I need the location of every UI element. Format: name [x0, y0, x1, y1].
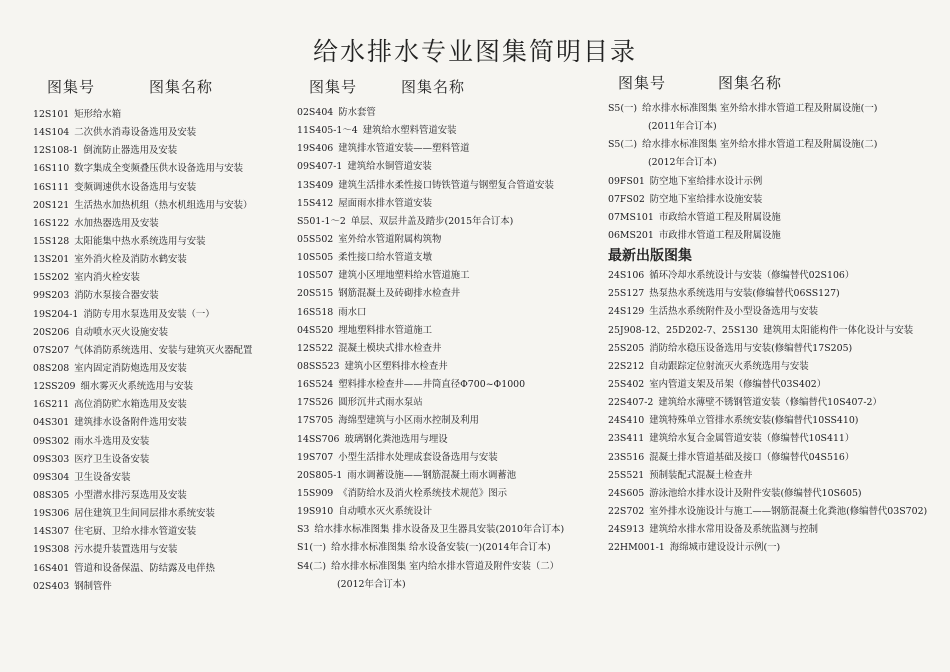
- catalog-name: 住宅厨、卫给水排水管道安装: [74, 526, 197, 538]
- catalog-code: 19S308: [33, 544, 70, 556]
- catalog-name: 变频调速供水设备选用与安装: [74, 181, 197, 193]
- catalog-code: 19S204-1: [33, 308, 79, 320]
- catalog-code: 20S121: [33, 199, 70, 211]
- catalog-code: 09S407-1: [297, 161, 343, 173]
- catalog-name: 海绵型建筑与小区雨水控制及利用: [338, 415, 479, 427]
- list-item: [608, 394, 938, 412]
- catalog-name: 细水雾灭火系统选用与安装: [80, 381, 194, 393]
- list-item: [297, 340, 607, 358]
- list-item: [33, 124, 298, 142]
- catalog-column-2: [297, 76, 607, 594]
- column-header: [608, 72, 938, 92]
- catalog-code: 16S518: [297, 306, 334, 318]
- catalog-code: 08SS523: [297, 360, 340, 372]
- list-item: [33, 342, 298, 360]
- catalog-name: 钢制管件: [74, 580, 112, 592]
- list-item: [33, 523, 298, 541]
- catalog-code: 25S521: [608, 469, 645, 481]
- list-item: [608, 467, 938, 485]
- catalog-code: 02S404: [297, 107, 334, 118]
- catalog-name: 给水排水标准图集 给水设备安装(一)(2014年合订本): [331, 542, 551, 554]
- catalog-name: 雨水调蓄设施——钢筋混凝土雨水调蓄池: [347, 469, 517, 481]
- catalog-code: 19S406: [297, 143, 334, 155]
- list-item: [297, 485, 607, 503]
- catalog-code: 09FS01: [608, 175, 645, 187]
- catalog-code: 15S128: [33, 235, 70, 247]
- list-item: [297, 358, 607, 376]
- list-item: [33, 233, 298, 251]
- catalog-name: 防空地下室给排水设施安装: [649, 193, 763, 205]
- catalog-code: 12SS209: [33, 381, 76, 393]
- catalog-name: 防水套管: [338, 107, 376, 118]
- list-item: [608, 191, 938, 209]
- list-item: [297, 249, 607, 267]
- catalog-name: 建筑特殊单立管排水系统安装(修编替代10SS410): [649, 415, 859, 427]
- catalog-code: 19S910: [297, 506, 334, 518]
- catalog-code: 11S405-1～4: [297, 125, 358, 137]
- catalog-code: 12S101: [33, 109, 70, 120]
- column-header: [297, 76, 607, 96]
- list-item: [608, 100, 938, 136]
- list-item: [608, 322, 938, 340]
- catalog-code: 14SS706: [297, 433, 340, 445]
- list-item: [608, 430, 938, 448]
- catalog-name-continued: (2012年合订本): [648, 157, 717, 169]
- list-item: [297, 449, 607, 467]
- catalog-name: 矩形给水箱: [74, 109, 122, 120]
- list-item: [608, 285, 938, 303]
- list-item: [33, 378, 298, 396]
- catalog-code: 20S805-1: [297, 469, 343, 481]
- catalog-name: 数字集成全变频叠压供水设备选用与安装: [74, 163, 244, 175]
- list-item: [33, 106, 298, 124]
- list-item: [297, 539, 607, 557]
- catalog-code: 16S111: [33, 181, 70, 193]
- catalog-name: 高位消防贮水箱选用及安装: [74, 399, 187, 411]
- catalog-name: 建筑给水塑料管道安装: [362, 125, 457, 137]
- catalog-name: 塑料排水检查井——井筒直径Φ700~Φ1000: [338, 379, 526, 391]
- list-item: [608, 485, 938, 503]
- catalog-code: 05S502: [297, 233, 334, 245]
- catalog-name: 市政给水管道工程及附属设施: [658, 211, 781, 223]
- list-item: [608, 303, 938, 321]
- list-item: [608, 376, 938, 394]
- list-item: [297, 558, 607, 594]
- catalog-code: S5(二): [608, 139, 638, 151]
- catalog-name: 气体消防系统选用、安装与建筑灭火器配置: [74, 344, 253, 356]
- list-item: [33, 142, 298, 160]
- catalog-code: 04S520: [297, 324, 334, 336]
- catalog-name: 消防专用水泵选用及安装（一）: [83, 308, 215, 320]
- list-item: [33, 505, 298, 523]
- list-item: [33, 179, 298, 197]
- catalog-name: 建筑给水复合金属管道安装（修编替代10S411）: [649, 433, 855, 445]
- catalog-code: 15S202: [33, 272, 70, 284]
- list-item: [33, 287, 298, 305]
- catalog-code: 06MS201: [608, 230, 654, 242]
- catalog-name: 雨水口: [338, 306, 367, 318]
- list-item: [33, 433, 298, 451]
- list-item: [297, 304, 607, 322]
- catalog-code: 20S515: [297, 288, 334, 300]
- catalog-code: S3: [297, 524, 310, 536]
- catalog-code: 22HM001-1: [608, 542, 665, 554]
- catalog-name: 室内消火栓安装: [74, 272, 140, 284]
- list-item: [608, 340, 938, 358]
- list-item: [297, 122, 607, 140]
- catalog-code: 16S401: [33, 562, 70, 574]
- catalog-name: 消防水泵接合器安装: [74, 290, 159, 302]
- catalog-name: 建筑给水铜管道安装: [347, 161, 432, 173]
- code-column-label: 图集号: [618, 74, 667, 92]
- list-item: [297, 376, 607, 394]
- catalog-code: 25S127: [608, 288, 645, 300]
- name-column-label: 图集名称: [718, 74, 783, 92]
- catalog-name: 玻璃钢化粪池选用与埋设: [344, 433, 448, 445]
- list-item: [297, 177, 607, 195]
- catalog-code: S501-1～2: [297, 215, 346, 227]
- list-item: [297, 267, 607, 285]
- catalog-code: 10S505: [297, 252, 334, 264]
- list-item: [33, 469, 298, 487]
- catalog-name: 卫生设备安装: [74, 471, 131, 483]
- catalog-code: 17S526: [297, 397, 334, 409]
- catalog-name: 混凝土模块式排水检查井: [338, 342, 442, 354]
- catalog-name: 倒流防止器选用及安装: [83, 145, 178, 157]
- catalog-code: 04S301: [33, 417, 70, 429]
- catalog-name: 建筑小区塑料排水检查井: [344, 360, 448, 372]
- list-item: [297, 503, 607, 521]
- catalog-code: 13S409: [297, 179, 334, 191]
- list-item: [33, 251, 298, 269]
- catalog-code: 16S524: [297, 379, 334, 391]
- catalog-name: 医疗卫生设备安装: [74, 453, 150, 465]
- catalog-code: 25S402: [608, 379, 645, 391]
- list-item: [297, 322, 607, 340]
- list-item: [33, 541, 298, 559]
- catalog-name: 自动喷水灭火设施安装: [74, 326, 169, 338]
- catalog-name: 预制装配式混凝土检查井: [649, 469, 753, 481]
- catalog-name: 建筑排水设备附件选用安装: [74, 417, 187, 429]
- catalog-name: 海绵城市建设设计示例(一): [669, 542, 781, 554]
- catalog-name: 居住建筑卫生间同层排水系统安装: [74, 508, 215, 520]
- catalog-name: 室外消火栓及消防水鹤安装: [74, 254, 187, 266]
- list-item: [33, 360, 298, 378]
- list-item: [33, 578, 298, 596]
- code-column-label: 图集号: [309, 78, 358, 96]
- catalog-name: 防空地下室给排水设计示例: [649, 175, 763, 187]
- catalog-code: 08S208: [33, 362, 70, 374]
- catalog-name: 热泵热水系统选用与安装(修编替代06SS127): [649, 288, 840, 300]
- catalog-name: 生活热水加热机组（热水机组选用与安装）: [74, 199, 253, 211]
- catalog-name: 柔性接口给水管道支墩: [338, 252, 433, 264]
- catalog-name: 建筑给水排水常用设备及系统监测与控制: [649, 524, 819, 536]
- list-item: [297, 467, 607, 485]
- catalog-code: 19S306: [33, 508, 70, 520]
- catalog-name: 游泳池给水排水设计及附件安装(修编替代10S605): [649, 487, 862, 499]
- catalog-name: 污水提升装置选用与安装: [74, 544, 178, 556]
- catalog-code: 23S411: [608, 433, 645, 445]
- catalog-code: 15S412: [297, 197, 334, 209]
- catalog-name: 水加热器选用及安装: [74, 217, 159, 229]
- catalog-name: 单层、双层井盖及踏步(2015年合订本): [350, 215, 514, 227]
- catalog-name: 自动喷水灭火系统设计: [338, 506, 433, 518]
- list-item: [608, 209, 938, 227]
- list-item: [297, 195, 607, 213]
- catalog-name: 给水排水标准图集 室外给水排水管道工程及附属设施(二): [642, 139, 878, 151]
- catalog-name: 埋地塑料排水管道施工: [338, 324, 433, 336]
- catalog-code: 19S707: [297, 451, 334, 463]
- catalog-code: 08S305: [33, 489, 70, 501]
- catalog-column-3: [608, 72, 938, 557]
- catalog-name: 给水排水标准图集 室外给水排水管道工程及附属设施(一): [642, 103, 878, 114]
- list-item: [297, 521, 607, 539]
- catalog-code: S4(二): [297, 560, 327, 572]
- column-header: [33, 76, 298, 96]
- catalog-code: 09S302: [33, 435, 70, 447]
- catalog-code: 09S303: [33, 453, 70, 465]
- list-item: [608, 136, 938, 172]
- catalog-name: 室内固定消防炮选用及安装: [74, 362, 187, 374]
- catalog-list-3: [608, 100, 938, 245]
- catalog-code: 25S205: [608, 342, 645, 354]
- new-publications-title: 最新出版图集: [608, 248, 692, 265]
- list-item: [608, 521, 938, 539]
- list-item: [608, 267, 938, 285]
- catalog-name: 市政排水管道工程及附属设施: [658, 230, 781, 242]
- list-item: [608, 412, 938, 430]
- catalog-code: 07FS02: [608, 193, 645, 205]
- catalog-code: 22S212: [608, 360, 645, 372]
- list-item: [33, 197, 298, 215]
- list-item: [297, 231, 607, 249]
- catalog-code: 99S203: [33, 290, 70, 302]
- catalog-code: 15S909: [297, 487, 334, 499]
- list-item: [297, 394, 607, 412]
- catalog-name: 建筑小区埋地塑料给水管道施工: [338, 270, 470, 282]
- catalog-name-continued: (2011年合订本): [648, 121, 717, 133]
- catalog-code: 17S705: [297, 415, 334, 427]
- list-item: [33, 215, 298, 233]
- catalog-code: 02S403: [33, 580, 70, 592]
- catalog-code: S1(一): [297, 542, 327, 554]
- catalog-code: 12S108-1: [33, 145, 79, 157]
- catalog-name: 给水排水标准图集 室内给水排水管道及附件安装（二）: [331, 560, 560, 572]
- catalog-list-2: [297, 104, 607, 594]
- list-item: [608, 358, 938, 376]
- catalog-name: 生活热水系统附件及小型设备选用与安装: [649, 306, 819, 318]
- catalog-name: 室外排水设施设计与施工——钢筋混凝土化粪池(修编替代03S702): [649, 506, 928, 518]
- catalog-name: 建筑排水管道安装——塑料管道: [338, 143, 470, 155]
- catalog-code: S5(一): [608, 103, 638, 114]
- list-item: [608, 449, 938, 467]
- catalog-name: 太阳能集中热水系统选用与安装: [74, 235, 206, 247]
- list-item: [297, 158, 607, 176]
- catalog-code: 23S516: [608, 451, 645, 463]
- catalog-code: 25J908-12、25D202-7、25S130: [608, 324, 759, 336]
- list-item: [608, 227, 938, 245]
- catalog-code: 07S207: [33, 344, 70, 356]
- list-item: [608, 503, 938, 521]
- list-item: [33, 451, 298, 469]
- catalog-code: 22S407-2: [608, 397, 654, 409]
- catalog-code: 13S201: [33, 254, 70, 266]
- catalog-code: 24S410: [608, 415, 645, 427]
- code-column-label: 图集号: [47, 78, 96, 96]
- catalog-name: 室内管道支架及吊架（修编替代03S402）: [649, 379, 827, 391]
- catalog-code: 22S702: [608, 506, 645, 518]
- list-item: [608, 539, 938, 557]
- catalog-name: 室外给水管道附属构筑物: [338, 233, 442, 245]
- list-item: [33, 269, 298, 287]
- catalog-code: 12S522: [297, 342, 334, 354]
- new-publications-list: [608, 267, 938, 557]
- catalog-code: 14S104: [33, 127, 70, 139]
- name-column-label: 图集名称: [149, 78, 214, 96]
- list-item: [297, 431, 607, 449]
- catalog-code: 20S206: [33, 326, 70, 338]
- list-item: [33, 396, 298, 414]
- catalog-name: 建筑给水薄壁不锈钢管道安装（修编替代10S407-2）: [658, 397, 882, 409]
- catalog-name: 循环冷却水系统设计与安装（修编替代02S106）: [649, 270, 855, 282]
- list-item: [297, 104, 607, 122]
- catalog-name: 小型生活排水处理成套设备选用与安装: [338, 451, 498, 463]
- list-item: [297, 285, 607, 303]
- catalog-name: 建筑用太阳能构件一体化设计与安装: [763, 324, 914, 336]
- list-item: [297, 140, 607, 158]
- catalog-code: 16S211: [33, 399, 70, 411]
- catalog-name: 给水排水标准图集 排水设备及卫生器具安装(2010年合订本): [314, 524, 565, 536]
- catalog-code: 10S507: [297, 270, 334, 282]
- name-column-label: 图集名称: [401, 78, 466, 96]
- list-item: [33, 160, 298, 178]
- catalog-code: 24S913: [608, 524, 645, 536]
- catalog-name: 管道和设备保温、防结露及电伴热: [74, 562, 215, 574]
- catalog-code: 24S106: [608, 270, 645, 282]
- catalog-name: 自动跟踪定位射流灭火系统选用与安装: [649, 360, 809, 372]
- catalog-list-1: [33, 106, 298, 596]
- catalog-name: 屋面雨水排水管道安装: [338, 197, 433, 209]
- list-item: [33, 560, 298, 578]
- catalog-name: 小型潜水排污泵选用及安装: [74, 489, 187, 501]
- catalog-code: 16S110: [33, 163, 70, 175]
- catalog-code: 24S129: [608, 306, 645, 318]
- catalog-name: 混凝土排水管道基础及接口（修编替代04S516）: [649, 451, 855, 463]
- list-item: [608, 173, 938, 191]
- catalog-name: 消防给水稳压设备选用与安装(修编替代17S205): [649, 342, 853, 354]
- list-item: [33, 324, 298, 342]
- list-item: [297, 213, 607, 231]
- catalog-code: 16S122: [33, 217, 70, 229]
- list-item: [33, 487, 298, 505]
- catalog-name-continued: (2012年合订本): [337, 578, 406, 590]
- catalog-code: 07MS101: [608, 211, 654, 223]
- catalog-code: 24S605: [608, 487, 645, 499]
- catalog-code: 09S304: [33, 471, 70, 483]
- catalog-name: 圆形沉井式雨水泵站: [338, 397, 423, 409]
- catalog-name: 二次供水消毒设备选用及安装: [74, 127, 197, 139]
- catalog-name: 钢筋混凝土及砖砌排水检查井: [338, 288, 461, 300]
- catalog-column-1: [33, 76, 298, 596]
- catalog-name: 建筑生活排水柔性接口铸铁管道与钢塑复合管道安装: [338, 179, 554, 191]
- page-title: 给水排水专业图集简明目录: [312, 37, 637, 66]
- list-item: [297, 412, 607, 430]
- catalog-name: 《消防给水及消火栓系统技术规范》图示: [338, 487, 508, 499]
- list-item: [33, 306, 298, 324]
- catalog-name: 雨水斗选用及安装: [74, 435, 150, 447]
- list-item: [33, 414, 298, 432]
- catalog-code: 14S307: [33, 526, 70, 538]
